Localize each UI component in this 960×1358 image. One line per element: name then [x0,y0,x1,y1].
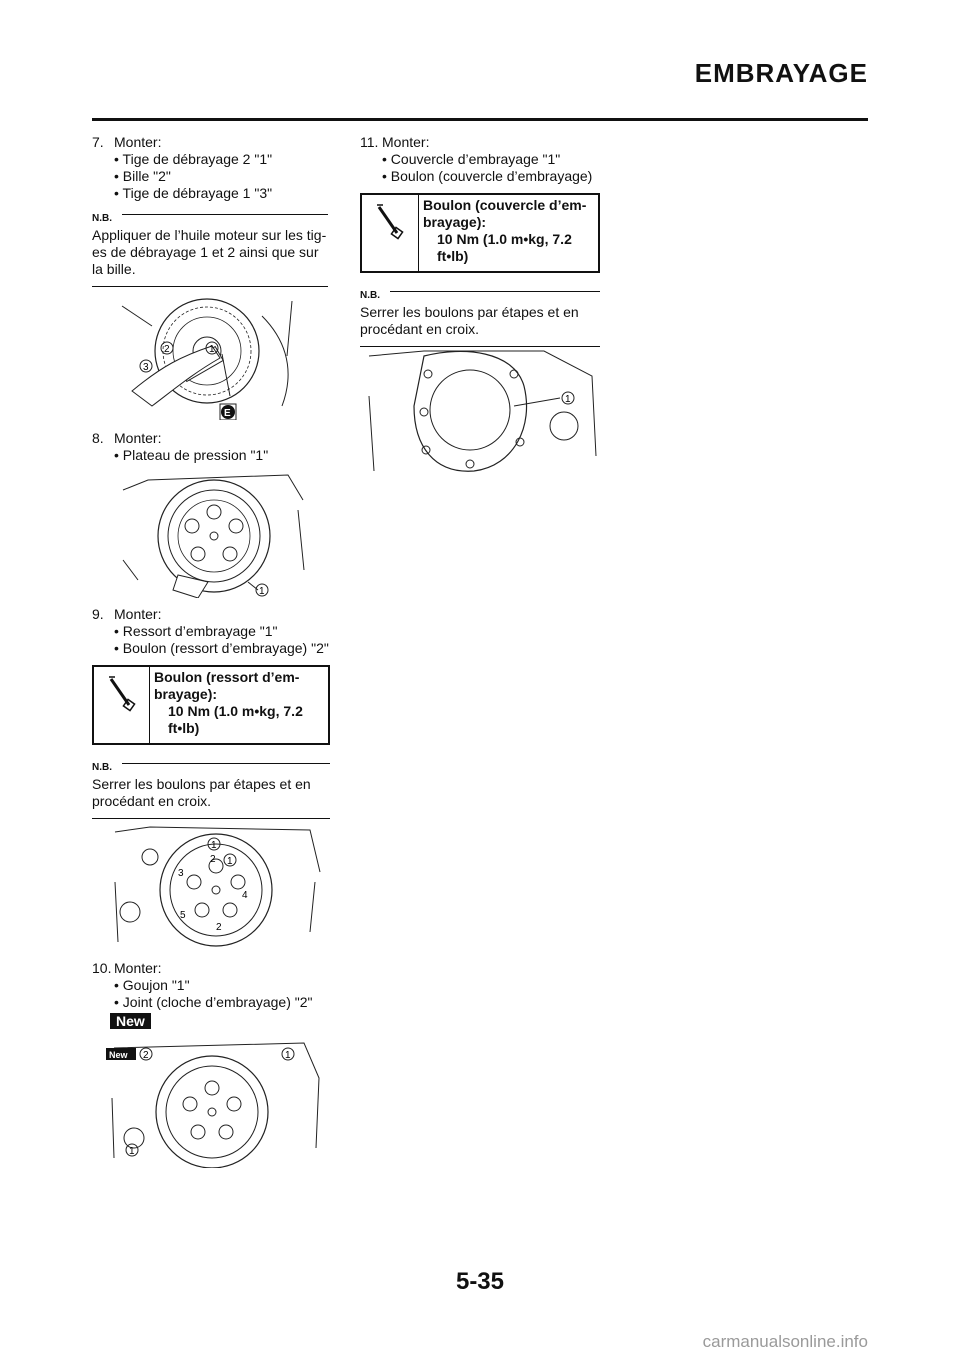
note-text: Serrer les boulons par étapes et en procédant en croix. [360,304,579,337]
list-item-text: Tige de débrayage 1 "3" [122,185,273,201]
torque-title: Boulon (ressort d’em-brayage): [154,669,300,702]
figure-clutch-push-rod [112,296,302,420]
torque-spec-box [360,193,600,273]
left-column-step9 [92,606,330,819]
list-item-text: Ressort d’embrayage "1" [122,623,278,639]
list-item-text: Plateau de pression "1" [122,447,269,463]
step-number: 9. [92,606,104,622]
figure-label: 4 [242,890,248,901]
figure-clutch-spring-bolts [110,822,322,950]
figure-label: 3 [143,362,149,373]
step-label: Monter: [382,134,430,150]
step-label: Monter: [114,960,162,976]
note-block [360,285,600,347]
note-block [92,757,330,819]
figure-label: E [224,408,231,419]
list-item-text: Bille "2" [122,168,171,184]
figure-label: 1 [227,856,233,867]
torque-value: 10 Nm (1.0 m•kg, 7.2 ft•lb) [437,231,572,264]
figure-label: 2 [164,344,170,355]
list-item-text: Couvercle d’embrayage "1" [390,151,561,167]
list-item: • Boulon (couvercle d’embrayage) [382,168,593,184]
figure-label: 1 [565,394,571,405]
note-label: N.B. [360,290,380,301]
step-10 [92,960,332,977]
section-title: EMBRAYAGE [694,58,868,88]
note-rule-bottom [92,818,330,819]
step-11 [360,134,600,151]
note-rule [390,291,600,292]
list-item: • Couvercle d’embrayage "1" [382,151,561,167]
figure-label: 3 [178,868,184,879]
note-block [92,208,328,287]
list-item: • Bille "2" [114,168,171,184]
list-item: • Goujon "1" [114,977,190,993]
list-item-text: Joint (cloche d’embrayage) "2" [122,994,313,1010]
figure-label: 1 [259,586,265,597]
figure-label: 2 [216,922,222,933]
note-label: N.B. [92,762,112,773]
note-label: N.B. [92,213,112,224]
figure-label: 1 [209,344,215,355]
list-item-text: Goujon "1" [122,977,190,993]
figure-clutch-cover [364,346,600,476]
note-rule [122,214,328,215]
step-number: 10. [92,960,112,976]
torque-value: 10 Nm (1.0 m•kg, 7.2 ft•lb) [168,703,303,736]
left-column-step8 [92,430,332,464]
list-item: • Joint (cloche d’embrayage) "2" [114,994,313,1010]
figure-label: 2 [143,1050,149,1061]
step-7 [92,134,332,151]
torque-wrench-icon [94,667,150,743]
torque-spec [150,667,328,743]
step-label: Monter: [114,134,162,150]
figure-label: 1 [129,1146,135,1157]
torque-spec [419,195,597,271]
page-number: 5-35 [455,1268,505,1295]
list-item: • Boulon (ressort d’embrayage) "2" [114,640,329,656]
list-item: • Tige de débrayage 1 "3" [114,185,273,201]
torque-spec-box [92,665,330,745]
figure-label: New [109,1050,128,1060]
left-column [92,134,332,287]
step-label: Monter: [114,430,162,446]
torque-wrench-icon [362,195,419,271]
note-text: Serrer les boulons par étapes et en procédant en croix. [92,776,311,809]
list-item-text: Boulon (couvercle d’embrayage) [390,168,593,184]
figure-pressure-plate [118,470,310,598]
list-item-text: Boulon (ressort d’embrayage) "2" [122,640,329,656]
step-number: 7. [92,134,104,150]
step-9 [92,606,330,623]
list-item-text: Tige de débrayage 2 "1" [122,151,273,167]
step-8 [92,430,332,447]
note-rule [122,763,330,764]
header-rule [92,118,868,121]
list-item: • Tige de débrayage 2 "1" [114,151,273,167]
figure-label: 5 [180,910,186,921]
step-number: 11. [360,134,379,150]
figure-label: 1 [285,1050,291,1061]
note-text: Appliquer de l’huile moteur sur les tig-es de débrayage 1 et 2 ainsi que sur la bille. [92,227,327,277]
figure-label: 2 [210,854,216,865]
step-number: 8. [92,430,104,446]
watermark: carmanualsonline.info [702,1332,868,1351]
note-rule-bottom [92,286,328,287]
left-column-step10 [92,960,332,1030]
step-label: Monter: [114,606,162,622]
figure-label: 1 [211,840,217,851]
right-column [360,134,600,347]
torque-title: Boulon (couvercle d’em-brayage): [423,197,587,230]
list-item: • Plateau de pression "1" [114,447,269,463]
figure-dowel-gasket [104,1038,324,1168]
new-part-badge: New [110,1013,151,1029]
list-item: • Ressort d’embrayage "1" [114,623,278,639]
